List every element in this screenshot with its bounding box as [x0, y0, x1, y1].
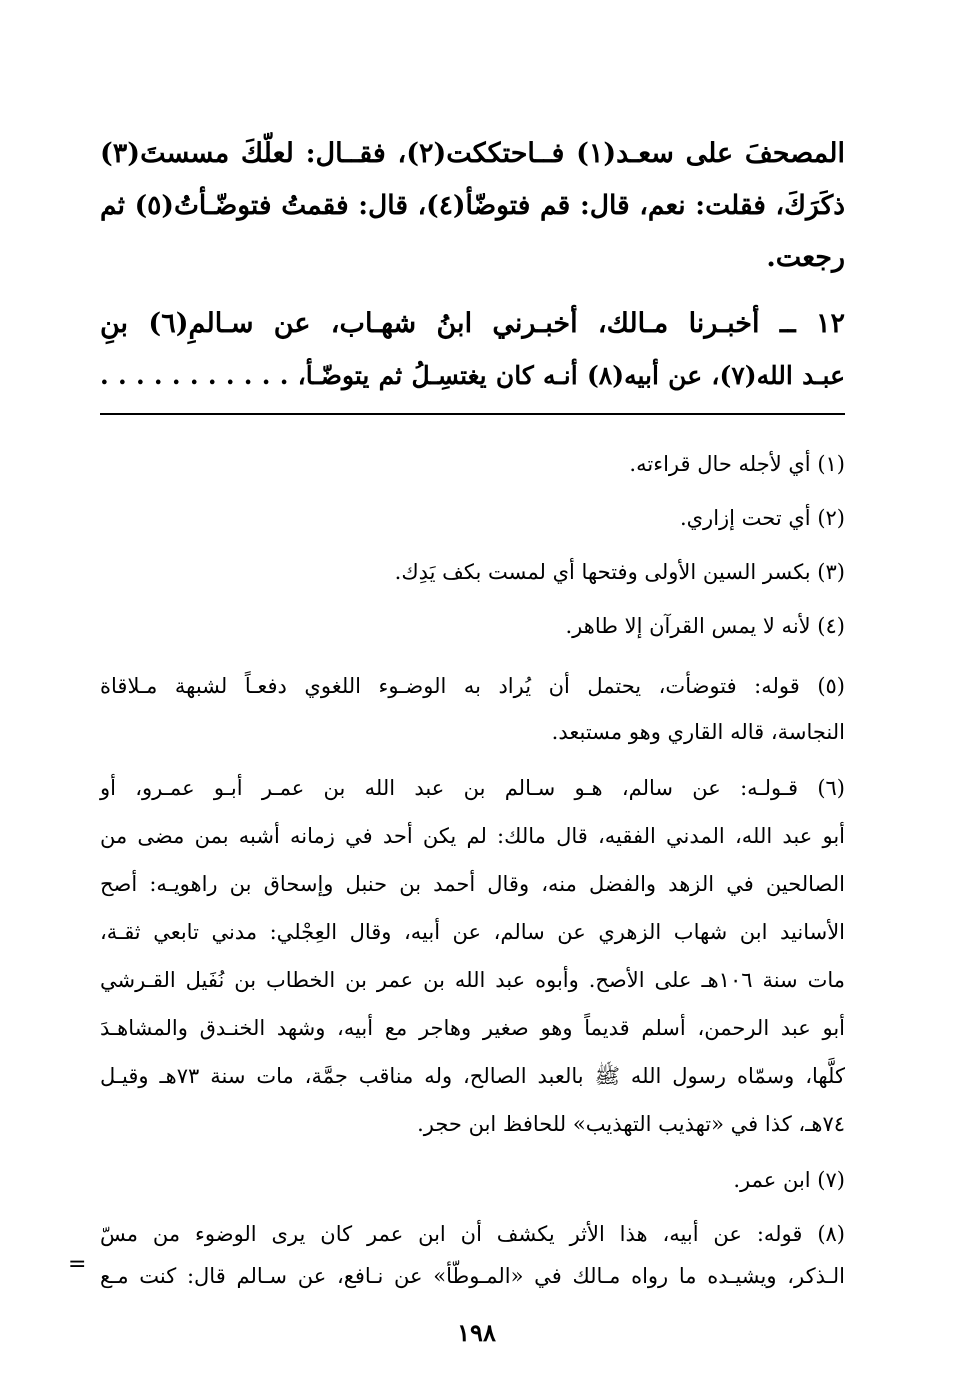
footnote-line: (١) أي لأجله حال قراءته.	[629, 452, 845, 476]
footnote-divider	[100, 413, 845, 415]
footnote-line: الـذكر، ويشيـده ما رواه مـالك في «المـوطّأ» عن نـافع، عن سـالم قال: كنت مـع	[100, 1264, 845, 1288]
footnote-line: (٢) أي تحت إزاري.	[679, 506, 845, 530]
footnote-line: (٧) ابن عمر.	[733, 1168, 845, 1192]
footnote-line: مات سنة ١٠٦هـ على الأصح. وأبوه عبد الله بن عمر بن الخطاب بن نُفَيل القـرشي	[100, 968, 845, 992]
footnote-line: (٦) قـولـه: عن سالم، هـو سـالم بن عبد الله بن عمـر أبـو عمـرو، أو	[100, 776, 845, 800]
footnote-line: النجاسة، قاله القاري وهو مستبعد.	[551, 720, 845, 744]
footnote-line: الأسانيد ابن شهاب الزهري عن سالم، عن أبيه، وقال العِجْلي: مدني تابعي ثقـة،	[100, 920, 845, 944]
footnote-line: (٣) بكسر السين الأولى وفتحها أي لمست بكف يَدِك.	[394, 560, 845, 584]
footnote-line: كلَّها، وسمّاه رسول الله ﷺ بالعبد الصالح، وله مناقب جمَّة، مات سنة ٧٣هـ وقيـل	[100, 1064, 845, 1088]
footnote-line: أبو عبد الله، المدني الفقيه، قال مالك: لم يكن أحد في زمانه أشبه بمن مضى من	[100, 824, 845, 848]
main-line: المصحفَ على سعـد(١) فــاحتككت(٢)، فقــال: لعلّكَ مسستَ(٣)	[100, 138, 845, 169]
footnote-line: (٥) قوله: فتوضأت، يحتمل أن يُراد به الوضـوء اللغوي دفعـاً لشبهة مـلاقاة	[100, 674, 845, 698]
main-line: ١٢ ــ أخبـرنا مـالك، أخبـرني ابنُ شهـاب، عن سـالمِ(٦) بنِ	[100, 308, 846, 339]
footnote-line: (٨) قوله: عن أبيه، هذا الأثر يكشف أن ابن عمر كان يرى الوضوء من مسّ	[100, 1222, 845, 1246]
main-line: عبـد الله(٧)، عن أبيه(٨) أنـه كان يغتسِـلُ ثم يتوضّـأ، . . . . . . . . . . .	[100, 361, 846, 390]
footnote-line: أبو عبد الرحمن، أسلم قديماً وهو صغير وهاجر مع أبيه، وشهد الخنـدق والمشاهـدَ	[100, 1016, 845, 1040]
main-line: ذكَرَكَ، فقلت: نعم، قال: قم فتوضّأ(٤)، قال: فقمتُ فتوضّـأتُ(٥) ثم	[100, 190, 845, 221]
main-line: رجعت.	[766, 242, 845, 273]
footnote-line: ٧٤هـ، كذا في «تهذيب التهذيب» للحافظ ابن حجر.	[417, 1112, 845, 1136]
footnote-line: (٤) لأنه لا يمس القرآن إلا طاهر.	[565, 614, 845, 638]
footnote-line: الصالحين في الزهد والفضل منه، وقال أحمد بن حنبل وإسحاق بن راهويـه: أصح	[100, 872, 845, 896]
continuation-mark: =	[68, 1252, 87, 1277]
page-number: ١٩٨	[457, 1318, 496, 1347]
